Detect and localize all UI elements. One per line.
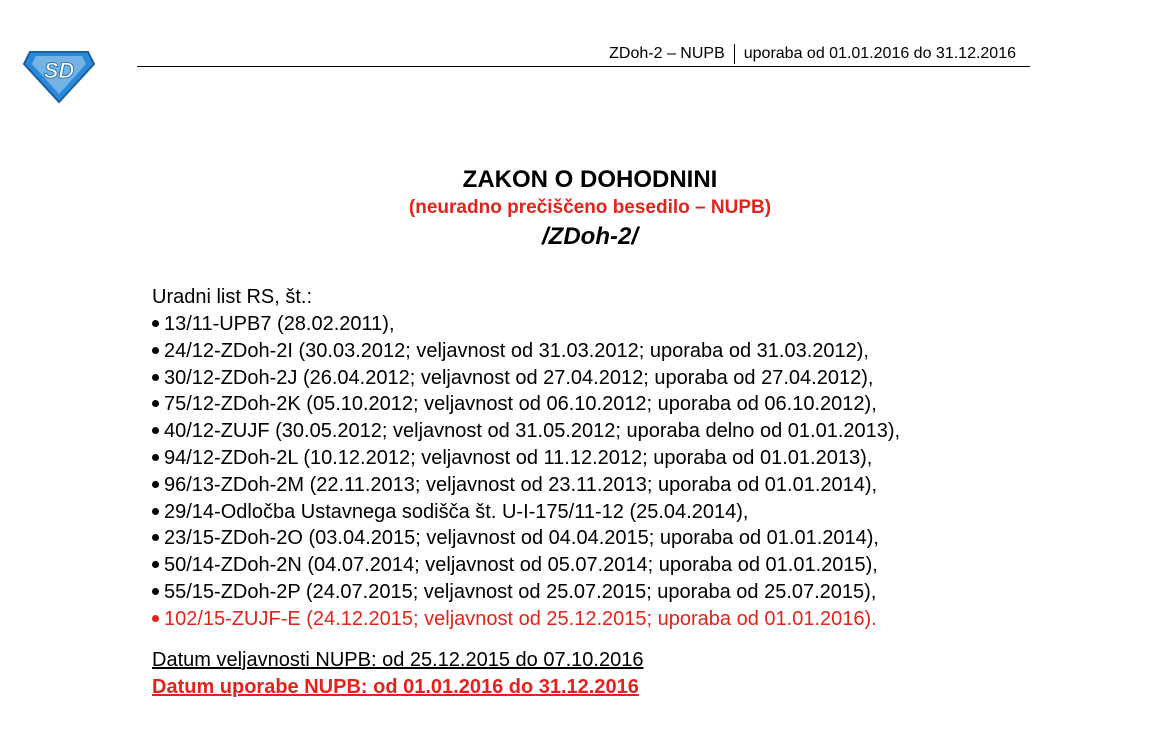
bullet-icon bbox=[152, 454, 159, 461]
validity-date: Datum veljavnosti NUPB: od 25.12.2015 do 07.10.2016 bbox=[152, 649, 644, 671]
gazette-entry-text: 24/12-ZDoh-2I (30.03.2012; veljavnost od 31.03.2012; uporaba od 31.03.2012), bbox=[164, 339, 869, 362]
bullet-icon bbox=[152, 615, 159, 622]
document-subtitle: (neuradno prečiščeno besedilo – NUPB) bbox=[408, 197, 772, 218]
bullet-icon bbox=[152, 347, 159, 354]
gazette-entry-text: 96/13-ZDoh-2M (22.11.2013; veljavnost od 23.11.2013; uporaba od 01.01.2014), bbox=[164, 473, 878, 496]
gazette-entry bbox=[152, 579, 900, 606]
gazette-entry bbox=[152, 338, 900, 365]
bullet-icon bbox=[152, 534, 159, 541]
gazette-entry bbox=[152, 311, 900, 338]
header-use-period: uporaba od 01.01.2016 do 31.12.2016 bbox=[743, 45, 1016, 62]
gazette-entry-text: 29/14-Odločba Ustavnega sodišča št. U-I-175/11-12 (25.04.2014), bbox=[164, 500, 749, 523]
gazette-label: Uradni list RS, št.: bbox=[152, 286, 313, 308]
gazette-entry bbox=[152, 391, 900, 418]
gazette-entry-text: 40/12-ZUJF (30.05.2012; veljavnost od 31.05.2012; uporaba delno od 01.01.2013), bbox=[164, 420, 901, 443]
gazette-entry-text: 94/12-ZDoh-2L (10.12.2012; veljavnost od 11.12.2012; uporaba od 01.01.2013), bbox=[164, 446, 873, 469]
gazette-entry-text: 50/14-ZDoh-2N (04.07.2014; veljavnost od 05.07.2014; uporaba od 01.01.2015), bbox=[164, 554, 878, 577]
bullet-icon bbox=[152, 320, 159, 327]
gazette-entry-text: 75/12-ZDoh-2K (05.10.2012; veljavnost od 06.10.2012; uporaba od 06.10.2012), bbox=[164, 393, 877, 416]
gazette-entry bbox=[152, 606, 900, 633]
gazette-entry bbox=[152, 365, 900, 392]
gazette-list bbox=[152, 311, 900, 633]
gazette-entry bbox=[152, 499, 900, 526]
gazette-entry-text: 102/15-ZUJF-E (24.12.2015; veljavnost od 25.12.2015; uporaba od 01.01.2016). bbox=[164, 607, 877, 630]
bullet-icon bbox=[152, 400, 159, 407]
document-abbreviation: /ZDoh-2/ bbox=[542, 223, 638, 250]
gazette-section bbox=[152, 284, 900, 633]
bullet-icon bbox=[152, 427, 159, 434]
svg-text:SD: SD bbox=[43, 58, 75, 83]
gazette-entry bbox=[152, 525, 900, 552]
bullet-icon bbox=[152, 561, 159, 568]
page-header bbox=[137, 44, 1030, 67]
use-date: Datum uporabe NUPB: od 01.01.2016 do 31.12.2016 bbox=[152, 676, 639, 698]
gazette-entry-text: 30/12-ZDoh-2J (26.04.2012; veljavnost od 27.04.2012; uporaba od 27.04.2012), bbox=[164, 366, 874, 389]
header-doc-id: ZDoh-2 – NUPB bbox=[609, 45, 725, 62]
document-title: ZAKON O DOHODNINI bbox=[462, 166, 718, 193]
header-text bbox=[609, 44, 1016, 64]
gazette-entry bbox=[152, 418, 900, 445]
dates-section bbox=[152, 647, 643, 701]
gazette-entry bbox=[152, 445, 900, 472]
sd-shield-logo-icon bbox=[22, 46, 96, 104]
gazette-entry-text: 55/15-ZDoh-2P (24.07.2015; veljavnost od 25.07.2015; uporaba od 25.07.2015), bbox=[164, 580, 877, 603]
bullet-icon bbox=[152, 481, 159, 488]
title-block bbox=[0, 165, 1157, 253]
gazette-entry-text: 13/11-UPB7 (28.02.2011), bbox=[164, 313, 395, 335]
header-separator bbox=[734, 44, 735, 64]
bullet-icon bbox=[152, 588, 159, 595]
gazette-entry-text: 23/15-ZDoh-2O (03.04.2015; veljavnost od 04.04.2015; uporaba od 01.01.2014), bbox=[164, 527, 879, 550]
bullet-icon bbox=[152, 508, 159, 515]
gazette-entry bbox=[152, 472, 900, 499]
bullet-icon bbox=[152, 374, 159, 381]
gazette-entry bbox=[152, 552, 900, 579]
